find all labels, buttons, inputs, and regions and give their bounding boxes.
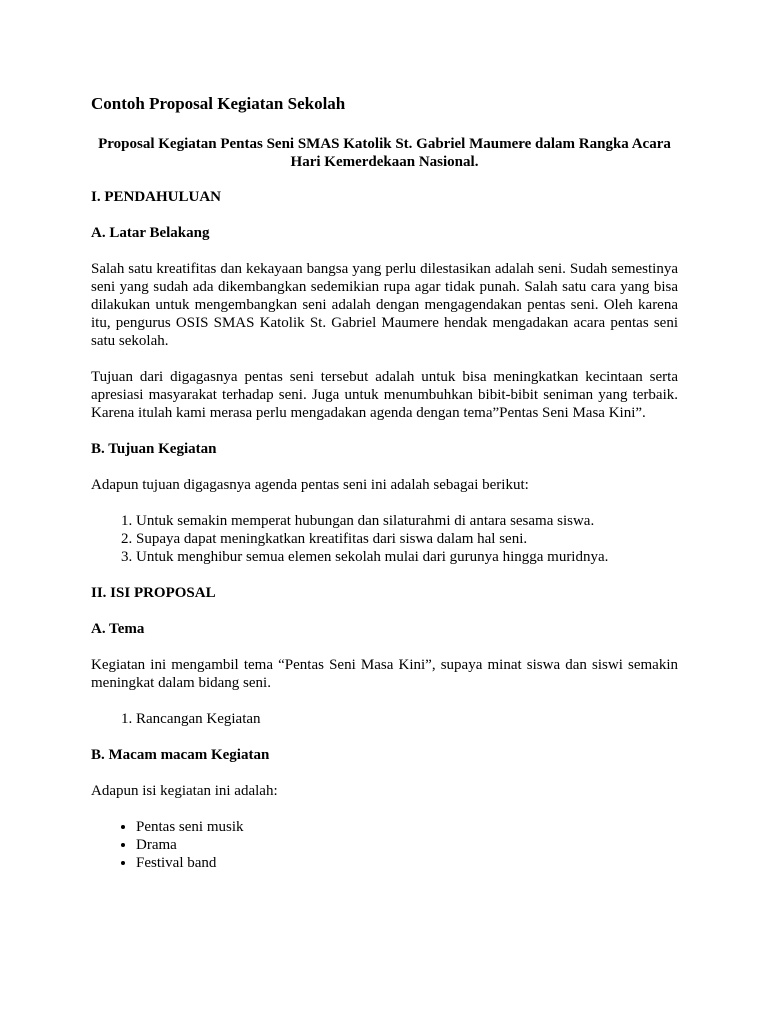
document-content bbox=[91, 94, 678, 890]
numbered-list-tema bbox=[91, 710, 678, 728]
list-item: 2. Supaya dapat meningkatkan kreatifitas dari siswa dalam hal seni. bbox=[136, 530, 678, 548]
subsection-heading-latar-belakang: A. Latar Belakang bbox=[91, 225, 210, 241]
paragraph: Adapun tujuan digagasnya agenda pentas seni ini adalah sebagai berikut: bbox=[91, 477, 529, 493]
numbered-list-tujuan bbox=[91, 512, 678, 566]
section-heading-isi-proposal: II. ISI PROPOSAL bbox=[91, 585, 216, 601]
subsection-heading-tema: A. Tema bbox=[91, 621, 145, 637]
list-item: • Drama bbox=[136, 836, 678, 854]
subsection-heading-macam-kegiatan: B. Macam macam Kegiatan bbox=[91, 747, 270, 763]
document-title: Contoh Proposal Kegiatan Sekolah bbox=[91, 94, 346, 113]
list-item: 1. Rancangan Kegiatan bbox=[136, 710, 678, 728]
list-item: 3. Untuk menghibur semua elemen sekolah mulai dari gurunya hingga muridnya. bbox=[136, 548, 678, 566]
paragraph: Salah satu kreatifitas dan kekayaan bangsa yang perlu dilestasikan adalah seni. Sudah semestinya seni yang sudah ada dikembangkan sedemikian rupa agar tidak punah. Salah satu cara yang bisa dilakukan untuk mengembangkan seni adalah dengan mengagendakan pentas seni. Oleh karena itu, pengurus OSIS SMAS Katolik St. Gabriel Maumere hendak mengadakan acara pentas seni satu sekolah. bbox=[91, 261, 678, 349]
paragraph: Adapun isi kegiatan ini adalah: bbox=[91, 783, 278, 799]
list-item: 1. Untuk semakin memperat hubungan dan silaturahmi di antara sesama siswa. bbox=[136, 512, 678, 530]
list-item: • Festival band bbox=[136, 854, 678, 872]
section-heading-pendahuluan: I. PENDAHULUAN bbox=[91, 189, 222, 205]
document-subtitle: Proposal Kegiatan Pentas Seni SMAS Katolik St. Gabriel Maumere dalam Rangka Acara Hari Kemerdekaan Nasional. bbox=[98, 136, 671, 170]
bullet-list-kegiatan bbox=[91, 818, 678, 872]
list-item: • Pentas seni musik bbox=[136, 818, 678, 836]
paragraph: Tujuan dari digagasnya pentas seni tersebut adalah untuk bisa meningkatkan kecintaan serta apresiasi masyarakat terhadap seni. Juga untuk menumbuhkan bibit-bibit seniman yang terbaik. Karena itulah kami merasa perlu mengadakan agenda dengan tema”Pentas Seni Masa Kini”. bbox=[91, 369, 678, 421]
paragraph: Kegiatan ini mengambil tema “Pentas Seni Masa Kini”, supaya minat siswa dan siswi semakin meningkat dalam bidang seni. bbox=[91, 657, 678, 691]
subsection-heading-tujuan-kegiatan: B. Tujuan Kegiatan bbox=[91, 441, 217, 457]
